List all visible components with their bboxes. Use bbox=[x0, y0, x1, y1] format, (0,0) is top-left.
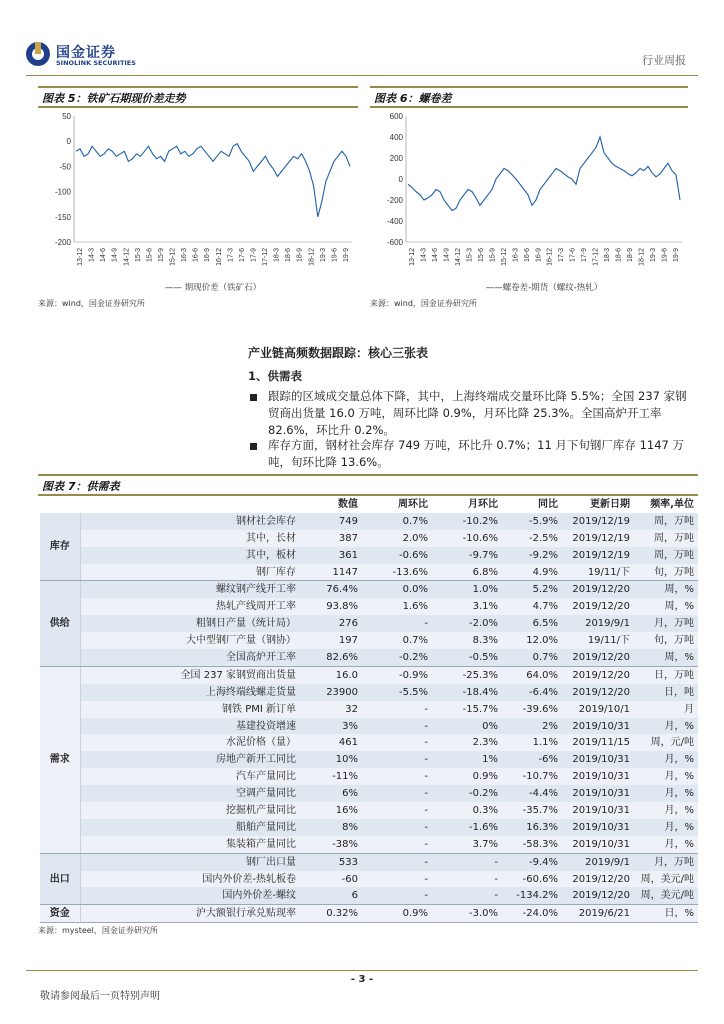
fig6-xtick-label: 17-9 bbox=[581, 248, 589, 263]
table-cell: -24.0% bbox=[502, 905, 562, 923]
table-cell: 32 bbox=[300, 701, 362, 718]
table-cell: -18.4% bbox=[432, 684, 502, 701]
table-cell: -58.3% bbox=[502, 836, 562, 853]
fig6-xtick-label: 14-9 bbox=[443, 248, 451, 263]
table-item-label: 钢材社会库存 bbox=[80, 513, 300, 530]
table-cell: 76.4% bbox=[300, 581, 362, 598]
table-cell: -25.3% bbox=[432, 666, 502, 683]
fig5-xtick-label: 15-9 bbox=[157, 248, 165, 263]
table-cell: 93.8% bbox=[300, 598, 362, 615]
paragraph-supply: 跟踪的区域成交量总体下降，其中，上海终端成交量环比降 5.5%；全国 237 家钢贸商出货量 16.0 万吨，周环比降 0.9%，月环比降 25.3%。全国高炉开工率 82.6%，环比升 0.2%。 bbox=[268, 389, 687, 437]
table-row bbox=[40, 802, 698, 819]
table-cell: 4.9% bbox=[502, 564, 562, 581]
table-row bbox=[40, 887, 698, 904]
table-cell: 日，吨 bbox=[634, 684, 698, 701]
table-row bbox=[40, 751, 698, 768]
fig6-xtick-label: 17-12 bbox=[592, 248, 600, 266]
table-cell: - bbox=[432, 887, 502, 904]
fig5-xtick-label: 17-3 bbox=[227, 248, 235, 263]
fig5-xtick-label: 19-9 bbox=[343, 248, 350, 263]
fig5-xtick-label: 15-12 bbox=[169, 248, 177, 266]
fig5-ytick-label: 50 bbox=[62, 112, 71, 121]
table-cell: 3% bbox=[300, 718, 362, 735]
fig5-xtick-label: 17-6 bbox=[238, 248, 246, 263]
table-cell: 1.1% bbox=[502, 734, 562, 751]
table-cell: 6.8% bbox=[432, 564, 502, 581]
fig6-xtick-label: 13-12 bbox=[409, 248, 416, 266]
table-cell: 2019/12/20 bbox=[562, 598, 634, 615]
fig5-xtick-label: 18-3 bbox=[273, 248, 281, 263]
bullet-icon bbox=[250, 394, 257, 401]
table-cell: 日，万吨 bbox=[634, 666, 698, 683]
table-cell: - bbox=[362, 802, 432, 819]
fig6-xtick-label: 14-6 bbox=[431, 248, 439, 263]
fig5-xtick-label: 18-12 bbox=[308, 248, 316, 266]
brand-name-en: SINOLINK SECURITIES bbox=[56, 59, 136, 67]
table-cell: -60 bbox=[300, 871, 362, 888]
fig5-ytick-label: -100 bbox=[54, 187, 71, 197]
fig6-xtick-label: 18-6 bbox=[615, 248, 623, 263]
fig7-title: 图表 7：供需表 bbox=[38, 474, 698, 496]
table-row bbox=[40, 871, 698, 888]
table-item-label: 粗钢日产量（统计局） bbox=[80, 615, 300, 632]
table-row bbox=[40, 718, 698, 735]
fig6-xtick-label: 18-3 bbox=[604, 248, 612, 263]
table-cell: 周，美元/吨 bbox=[634, 871, 698, 888]
paragraph-inventory: 库存方面，钢材社会库存 749 万吨，环比升 0.7%；11 月下旬钢厂库存 1147 万吨，旬环比降 13.6%。 bbox=[268, 438, 684, 469]
table-row bbox=[40, 530, 698, 547]
table-cell: 月，% bbox=[634, 802, 698, 819]
table-cell: 1% bbox=[432, 751, 502, 768]
fig6-chart bbox=[370, 110, 688, 294]
fig6-xtick-label: 19-6 bbox=[661, 248, 669, 263]
table-item-label: 船舶产量同比 bbox=[80, 819, 300, 836]
table-row bbox=[40, 853, 698, 870]
fig6-ytick-label: -200 bbox=[386, 196, 403, 205]
table-row bbox=[40, 785, 698, 802]
fig5-source: 来源：wind，国金证券研究所 bbox=[38, 299, 145, 308]
disclaimer-note: 敬请参阅最后一页特别声明 bbox=[40, 991, 160, 1002]
table-cell: 2.3% bbox=[432, 734, 502, 751]
table-cell: 2019/10/31 bbox=[562, 768, 634, 785]
table-cell: 月，万吨 bbox=[634, 615, 698, 632]
table-cell: 2019/9/1 bbox=[562, 615, 634, 632]
table-cell: 2019/12/19 bbox=[562, 530, 634, 547]
table-row bbox=[40, 819, 698, 836]
table-cell: -0.2% bbox=[432, 785, 502, 802]
table-row bbox=[40, 768, 698, 785]
fig5-chart bbox=[38, 110, 358, 294]
table-cell: 2019/10/31 bbox=[562, 718, 634, 735]
table-row bbox=[40, 734, 698, 751]
table-cell: - bbox=[362, 615, 432, 632]
table-item-label: 上海终端线螺走货量 bbox=[80, 684, 300, 701]
fig5-xtick-label: 14-12 bbox=[123, 248, 131, 266]
table-row bbox=[40, 581, 698, 598]
table-cell: -6% bbox=[502, 751, 562, 768]
table-item-label: 挖掘机产量同比 bbox=[80, 802, 300, 819]
table-cell: -15.7% bbox=[432, 701, 502, 718]
table-item-label: 集装箱产量同比 bbox=[80, 836, 300, 853]
table-row bbox=[40, 666, 698, 683]
table-item-label: 热轧产线周开工率 bbox=[80, 598, 300, 615]
table-row bbox=[40, 684, 698, 701]
table-row bbox=[40, 615, 698, 632]
fig6-ytick-label: -600 bbox=[386, 238, 403, 247]
table-item-label: 基建投资增速 bbox=[80, 718, 300, 735]
fig5-ytick-label: -150 bbox=[54, 212, 71, 222]
table-cell: 2019/6/21 bbox=[562, 905, 634, 923]
fig6-xtick-label: 16-12 bbox=[546, 248, 554, 266]
fig5-xtick-label: 14-9 bbox=[111, 248, 119, 263]
table-cell: 月，% bbox=[634, 836, 698, 853]
fig6-ytick-label: 200 bbox=[389, 154, 403, 163]
table-cell: 月，% bbox=[634, 768, 698, 785]
table-cell: 10% bbox=[300, 751, 362, 768]
table-cell: 4.7% bbox=[502, 598, 562, 615]
table-cell: -13.6% bbox=[362, 564, 432, 581]
table-cell: 旬，万吨 bbox=[634, 564, 698, 581]
fig5-xtick-label: 18-9 bbox=[296, 248, 304, 263]
fig5-xtick-label: 14-6 bbox=[100, 248, 108, 263]
table-group-label: 库存 bbox=[40, 513, 80, 581]
fig6-xtick-label: 16-6 bbox=[523, 248, 531, 263]
table-cell: 461 bbox=[300, 734, 362, 751]
table-row bbox=[40, 564, 698, 581]
table-header-cell bbox=[80, 496, 300, 513]
table-cell: -0.6% bbox=[362, 547, 432, 564]
table-cell: -6.4% bbox=[502, 684, 562, 701]
table-cell: -134.2% bbox=[502, 887, 562, 904]
table-cell: 5.2% bbox=[502, 581, 562, 598]
bullet-icon bbox=[250, 443, 257, 450]
fig6-xtick-label: 19-3 bbox=[650, 248, 658, 263]
table-cell: 2019/11/15 bbox=[562, 734, 634, 751]
table-cell: 月 bbox=[634, 701, 698, 718]
fig6-xtick-label: 16-3 bbox=[512, 248, 520, 263]
table-cell: 0.3% bbox=[432, 802, 502, 819]
table-cell: 2019/10/31 bbox=[562, 785, 634, 802]
table-header-cell: 同比 bbox=[502, 496, 562, 513]
table-cell: -2.5% bbox=[502, 530, 562, 547]
table-cell: -0.9% bbox=[362, 666, 432, 683]
table-cell: 6 bbox=[300, 887, 362, 904]
table-cell: 月，% bbox=[634, 785, 698, 802]
table-cell: 276 bbox=[300, 615, 362, 632]
table-cell: 0.9% bbox=[362, 905, 432, 923]
table-row bbox=[40, 513, 698, 530]
table-cell: 0% bbox=[432, 718, 502, 735]
table-cell: 周，万吨 bbox=[634, 513, 698, 530]
supply-demand-table-wrap bbox=[40, 496, 698, 923]
table-cell: 周，% bbox=[634, 649, 698, 666]
table-cell: 16.3% bbox=[502, 819, 562, 836]
fig6-xtick-label: 18-12 bbox=[638, 248, 646, 266]
table-header-cell: 更新日期 bbox=[562, 496, 634, 513]
table-cell: 2019/12/20 bbox=[562, 581, 634, 598]
table-cell: -38% bbox=[300, 836, 362, 853]
fig5-xtick-label: 18-6 bbox=[285, 248, 293, 263]
table-cell: -60.6% bbox=[502, 871, 562, 888]
table-cell: -10.2% bbox=[432, 513, 502, 530]
table-item-label: 其中，板材 bbox=[80, 547, 300, 564]
fig6-xtick-label: 15-12 bbox=[500, 248, 508, 266]
fig5-xtick-label: 17-12 bbox=[262, 248, 270, 266]
table-cell: 2019/12/19 bbox=[562, 547, 634, 564]
table-row bbox=[40, 701, 698, 718]
fig5-xtick-label: 16-6 bbox=[192, 248, 200, 263]
table-cell: - bbox=[362, 836, 432, 853]
table-cell: 6.5% bbox=[502, 615, 562, 632]
report-category: 行业周报 bbox=[642, 54, 686, 67]
table-cell: 16% bbox=[300, 802, 362, 819]
table-cell: 0.32% bbox=[300, 905, 362, 923]
brand-logo-icon bbox=[26, 42, 50, 66]
table-cell: -0.2% bbox=[362, 649, 432, 666]
subsection-title: 1、供需表 bbox=[248, 369, 303, 383]
fig6-ytick-label: 600 bbox=[389, 112, 403, 121]
fig6-xtick-label: 15-6 bbox=[477, 248, 485, 263]
table-cell: 1.6% bbox=[362, 598, 432, 615]
table-item-label: 汽车产量同比 bbox=[80, 768, 300, 785]
table-cell: -9.7% bbox=[432, 547, 502, 564]
fig5-xtick-label: 16-3 bbox=[181, 248, 189, 263]
table-cell: -39.6% bbox=[502, 701, 562, 718]
table-cell: 月，% bbox=[634, 819, 698, 836]
fig5-xtick-label: 15-6 bbox=[146, 248, 154, 263]
table-cell: 1147 bbox=[300, 564, 362, 581]
table-cell: 1.0% bbox=[432, 581, 502, 598]
table-cell: 0.7% bbox=[362, 513, 432, 530]
brand-name: 国金证券 bbox=[56, 45, 116, 61]
table-cell: 6% bbox=[300, 785, 362, 802]
table-cell: 2019/10/31 bbox=[562, 836, 634, 853]
table-cell: 月，% bbox=[634, 751, 698, 768]
table-cell: 2019/12/20 bbox=[562, 887, 634, 904]
fig5-ytick-label: -50 bbox=[59, 162, 71, 172]
fig5-xtick-label: 16-9 bbox=[204, 248, 212, 263]
table-cell: 197 bbox=[300, 632, 362, 649]
table-cell: 2019/9/1 bbox=[562, 853, 634, 870]
table-header-cell: 月环比 bbox=[432, 496, 502, 513]
table-header-row bbox=[40, 496, 698, 513]
table-cell: 12.0% bbox=[502, 632, 562, 649]
table-item-label: 沪大额银行承兑贴现率 bbox=[80, 905, 300, 923]
table-cell: -5.5% bbox=[362, 684, 432, 701]
table-cell: 0.7% bbox=[362, 632, 432, 649]
table-item-label: 全国 237 家钢贸商出货量 bbox=[80, 666, 300, 683]
table-cell: -10.7% bbox=[502, 768, 562, 785]
fig6-legend: ——螺卷差-期货（螺纹-热轧） bbox=[485, 283, 603, 293]
table-item-label: 国内外价差-螺纹 bbox=[80, 887, 300, 904]
fig6-xtick-label: 17-6 bbox=[569, 248, 577, 263]
table-cell: 日，% bbox=[634, 905, 698, 923]
fig5-xtick-label: 15-3 bbox=[134, 248, 142, 263]
table-cell: 0.9% bbox=[432, 768, 502, 785]
table-cell: -11% bbox=[300, 768, 362, 785]
table-cell: 2.0% bbox=[362, 530, 432, 547]
table-cell: 2019/12/20 bbox=[562, 666, 634, 683]
table-cell: - bbox=[362, 853, 432, 870]
table-cell: 2019/10/31 bbox=[562, 751, 634, 768]
table-cell: -2.0% bbox=[432, 615, 502, 632]
table-cell: 16.0 bbox=[300, 666, 362, 683]
table-cell: 月，% bbox=[634, 718, 698, 735]
fig6-xtick-label: 19-9 bbox=[673, 248, 680, 263]
table-cell: 8.3% bbox=[432, 632, 502, 649]
table-cell: - bbox=[432, 853, 502, 870]
table-cell: 周，万吨 bbox=[634, 547, 698, 564]
fig6-xtick-label: 15-3 bbox=[466, 248, 474, 263]
table-cell: 2019/12/20 bbox=[562, 684, 634, 701]
table-cell: - bbox=[362, 718, 432, 735]
page-number: - 3 - bbox=[350, 974, 374, 985]
table-cell: -9.2% bbox=[502, 547, 562, 564]
fig5-xtick-label: 16-12 bbox=[215, 248, 223, 266]
table-cell: -0.5% bbox=[432, 649, 502, 666]
table-item-label: 房地产新开工同比 bbox=[80, 751, 300, 768]
table-cell: 64.0% bbox=[502, 666, 562, 683]
table-cell: 2019/10/31 bbox=[562, 802, 634, 819]
table-item-label: 全国高炉开工率 bbox=[80, 649, 300, 666]
table-cell: - bbox=[362, 751, 432, 768]
table-cell: - bbox=[432, 871, 502, 888]
fig6-xtick-label: 17-3 bbox=[558, 248, 566, 263]
table-cell: - bbox=[362, 819, 432, 836]
table-cell: 749 bbox=[300, 513, 362, 530]
fig5-xtick-label: 17-9 bbox=[250, 248, 258, 263]
fig6-xtick-label: 15-9 bbox=[489, 248, 497, 263]
fig6-xtick-label: 14-12 bbox=[454, 248, 462, 266]
table-cell: -35.7% bbox=[502, 802, 562, 819]
table-cell: - bbox=[362, 871, 432, 888]
table-row bbox=[40, 547, 698, 564]
fig5-xtick-label: 19-3 bbox=[319, 248, 327, 263]
table-item-label: 空调产量同比 bbox=[80, 785, 300, 802]
table-cell: 23900 bbox=[300, 684, 362, 701]
table-group-label: 出口 bbox=[40, 853, 80, 905]
fig6-ytick-label: 0 bbox=[398, 175, 403, 184]
fig6-xtick-label: 18-9 bbox=[627, 248, 635, 263]
fig5-xtick-label: 13-12 bbox=[77, 248, 84, 266]
table-group-label: 供给 bbox=[40, 581, 80, 666]
table-cell: 0.0% bbox=[362, 581, 432, 598]
fig6-xtick-label: 14-3 bbox=[420, 248, 428, 263]
table-item-label: 国内外价差-热轧板卷 bbox=[80, 871, 300, 888]
table-cell: 旬，万吨 bbox=[634, 632, 698, 649]
fig6-source: 来源：wind，国金证券研究所 bbox=[370, 299, 477, 308]
table-cell: 19/11/下 bbox=[562, 564, 634, 581]
table-item-label: 其中，长材 bbox=[80, 530, 300, 547]
table-cell: 2019/10/1 bbox=[562, 701, 634, 718]
table-item-label: 钢厂库存 bbox=[80, 564, 300, 581]
section-title: 产业链高频数据跟踪：核心三张表 bbox=[248, 346, 429, 360]
table-cell: 2% bbox=[502, 718, 562, 735]
table-cell: 周，美元/吨 bbox=[634, 887, 698, 904]
fig6-series-line bbox=[408, 137, 680, 211]
table-item-label: 钢厂出口量 bbox=[80, 853, 300, 870]
table-cell: - bbox=[362, 887, 432, 904]
table-cell: 3.7% bbox=[432, 836, 502, 853]
table-row bbox=[40, 598, 698, 615]
table-cell: 82.6% bbox=[300, 649, 362, 666]
table-item-label: 钢铁 PMI 新订单 bbox=[80, 701, 300, 718]
table-cell: 387 bbox=[300, 530, 362, 547]
table-row bbox=[40, 649, 698, 666]
table-item-label: 螺纹钢产线开工率 bbox=[80, 581, 300, 598]
table-cell: - bbox=[362, 734, 432, 751]
table-row bbox=[40, 836, 698, 853]
fig5-xtick-label: 14-3 bbox=[88, 248, 96, 263]
table-cell: 周，万吨 bbox=[634, 530, 698, 547]
table-group-label: 需求 bbox=[40, 666, 80, 853]
table-cell: 19/11/下 bbox=[562, 632, 634, 649]
table-cell: -3.0% bbox=[432, 905, 502, 923]
table-cell: 2019/12/19 bbox=[562, 513, 634, 530]
fig5-ytick-label: 0 bbox=[66, 137, 71, 147]
fig6-ytick-label: 400 bbox=[389, 133, 403, 142]
table-cell: -4.4% bbox=[502, 785, 562, 802]
table-item-label: 大中型钢厂产量（钢协） bbox=[80, 632, 300, 649]
table-cell: 月，万吨 bbox=[634, 853, 698, 870]
table-cell: -5.9% bbox=[502, 513, 562, 530]
table-header-cell: 数值 bbox=[300, 496, 362, 513]
fig6-title: 图表 6：螺卷差 bbox=[370, 86, 688, 108]
table-cell: -1.6% bbox=[432, 819, 502, 836]
table-header-cell: 频率,单位 bbox=[634, 496, 698, 513]
table-cell: -9.4% bbox=[502, 853, 562, 870]
fig6-xtick-label: 16-9 bbox=[535, 248, 543, 263]
table-cell: 8% bbox=[300, 819, 362, 836]
table-cell: 0.7% bbox=[502, 649, 562, 666]
table-cell: - bbox=[362, 701, 432, 718]
table-row bbox=[40, 632, 698, 649]
table-cell: 周，% bbox=[634, 598, 698, 615]
table-item-label: 水泥价格（量） bbox=[80, 734, 300, 751]
table-header-cell: 周环比 bbox=[362, 496, 432, 513]
table-cell: - bbox=[362, 785, 432, 802]
table-cell: 533 bbox=[300, 853, 362, 870]
table-header-cell bbox=[40, 496, 80, 513]
header-divider bbox=[26, 75, 698, 76]
table-cell: 2019/12/20 bbox=[562, 649, 634, 666]
table-cell: - bbox=[362, 768, 432, 785]
table-group-label: 资金 bbox=[40, 905, 80, 923]
table-row bbox=[40, 905, 698, 923]
table-cell: 2019/10/31 bbox=[562, 819, 634, 836]
table-cell: 2019/12/20 bbox=[562, 871, 634, 888]
fig5-legend: —— 期现价差（铁矿石） bbox=[164, 283, 262, 293]
fig5-xtick-label: 19-6 bbox=[331, 248, 339, 263]
fig5-title: 图表 5：铁矿石期现价差走势 bbox=[38, 86, 358, 108]
table-cell: -10.6% bbox=[432, 530, 502, 547]
fig5-ytick-label: -200 bbox=[54, 238, 71, 247]
table-cell: 361 bbox=[300, 547, 362, 564]
fig7-source: 来源：mysteel，国金证券研究所 bbox=[38, 926, 158, 935]
fig5-series-line bbox=[76, 144, 350, 217]
footer-divider bbox=[26, 970, 698, 971]
supply-demand-table bbox=[40, 496, 698, 923]
table-cell: 周，% bbox=[634, 581, 698, 598]
table-cell: 3.1% bbox=[432, 598, 502, 615]
fig6-ytick-label: -400 bbox=[386, 217, 403, 226]
table-cell: 周，元/吨 bbox=[634, 734, 698, 751]
